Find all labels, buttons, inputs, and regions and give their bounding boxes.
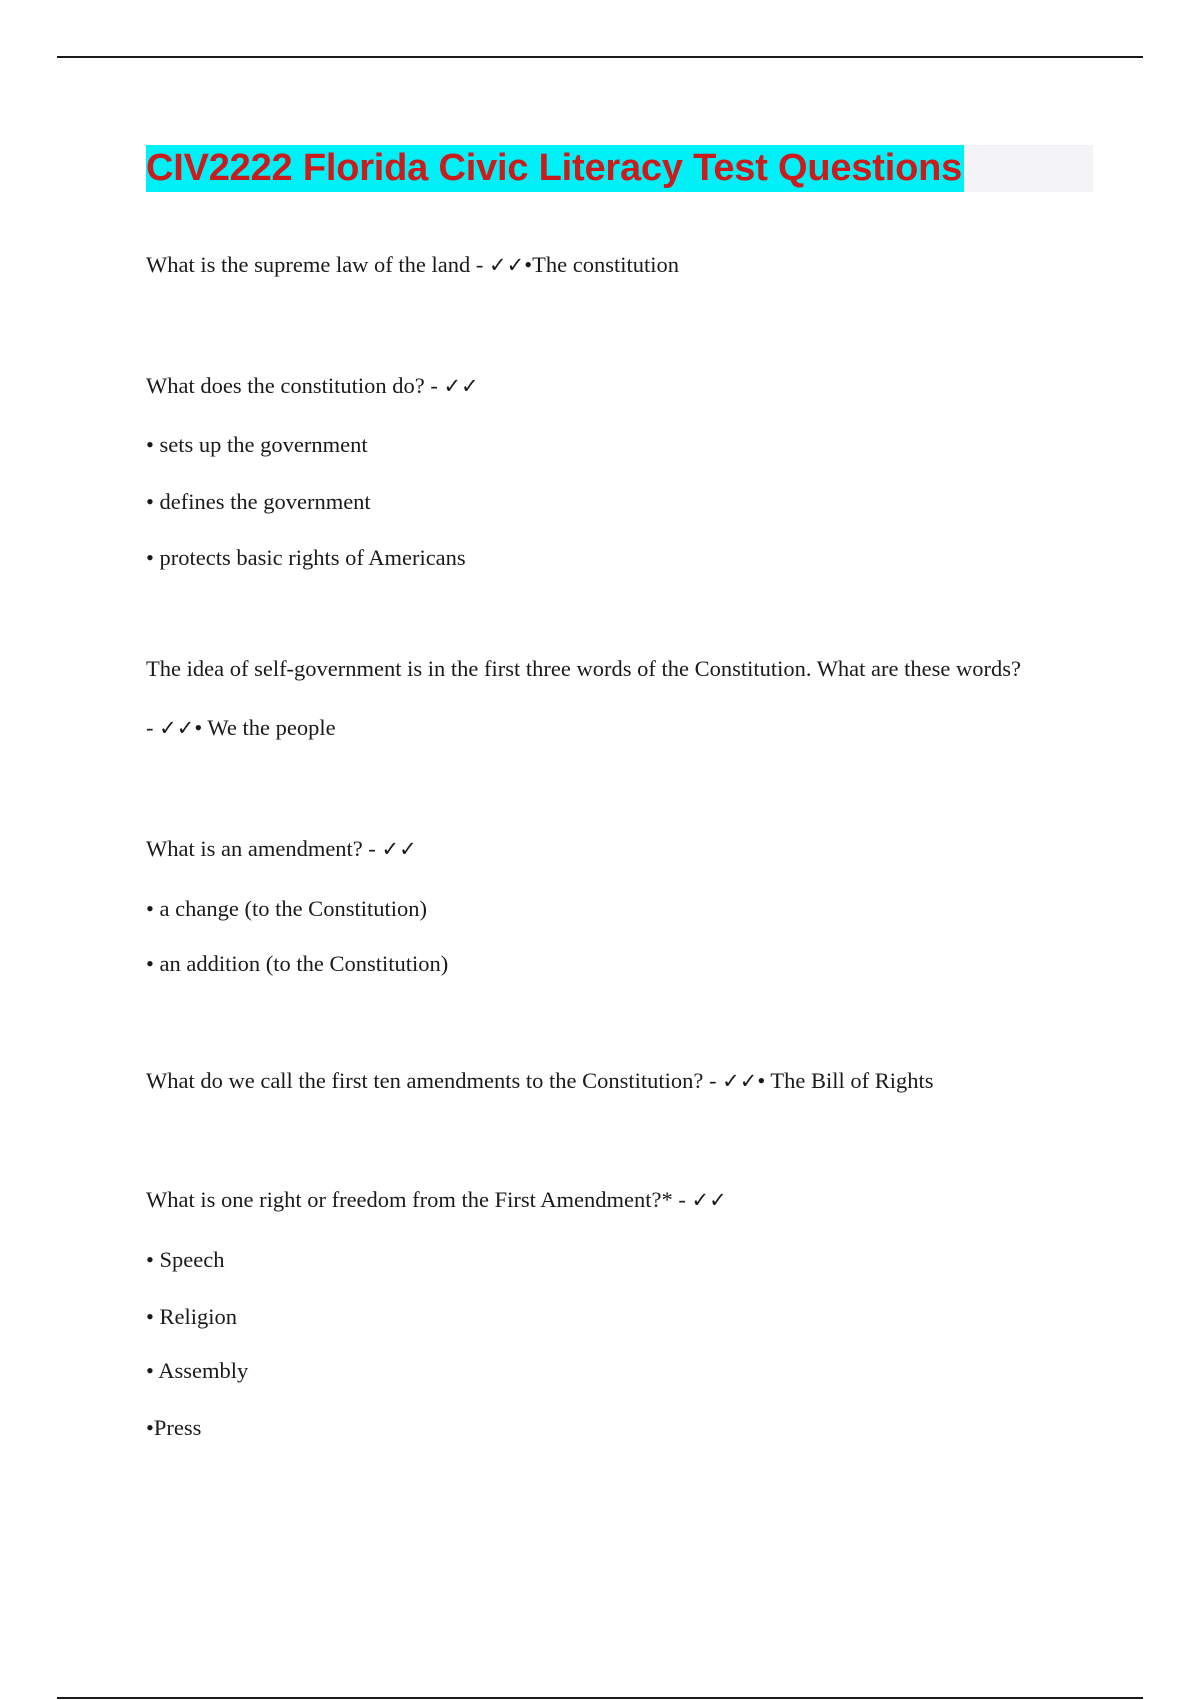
double-check-icon: ✓✓ [443,374,479,398]
double-check-icon: ✓✓ [722,1069,758,1093]
question-1 [146,250,679,280]
list-item: • defines the government [146,489,371,514]
list-item: • Religion [146,1304,237,1329]
question-4-text: What is an amendment? - [146,836,382,861]
list-item: • an addition (to the Constitution) [146,951,449,976]
question-2-text: What does the constitution do? - [146,373,444,398]
double-check-icon: ✓✓ [381,837,417,861]
question-5 [146,1066,934,1096]
question-6-text: What is one right or freedom from the First Amendment?* - [146,1187,692,1212]
list-item: • a change (to the Constitution) [146,896,427,921]
answer-3-text: • We the people [194,715,336,740]
title-banner [146,145,1093,192]
list-item: • sets up the government [146,432,368,457]
list-item: •Press [146,1415,202,1440]
question-1-text: What is the supreme law of the land - [146,252,490,277]
double-check-icon: ✓✓ [691,1188,727,1212]
list-item: • Speech [146,1247,225,1272]
answer-5-text: • The Bill of Rights [757,1068,934,1093]
document-title: CIV2222 Florida Civic Literacy Test Questions [146,145,964,192]
question-6 [146,1185,727,1215]
question-4 [146,834,417,864]
double-check-icon: ✓✓ [159,716,195,740]
question-2 [146,371,479,401]
answer-1-text: •The constitution [524,252,679,277]
footer-rule [57,1697,1143,1699]
header-rule [57,56,1143,58]
list-item: • protects basic rights of Americans [146,545,466,570]
question-3-text: The idea of self-government is in the first three words of the Constitution. What are these words? [146,656,1021,681]
continuation-dash: - [146,715,160,740]
question-5-text: What do we call the first ten amendments to the Constitution? - [146,1068,723,1093]
list-item: • Assembly [146,1358,249,1383]
double-check-icon: ✓✓ [489,253,525,277]
question-3-answer [146,713,336,743]
